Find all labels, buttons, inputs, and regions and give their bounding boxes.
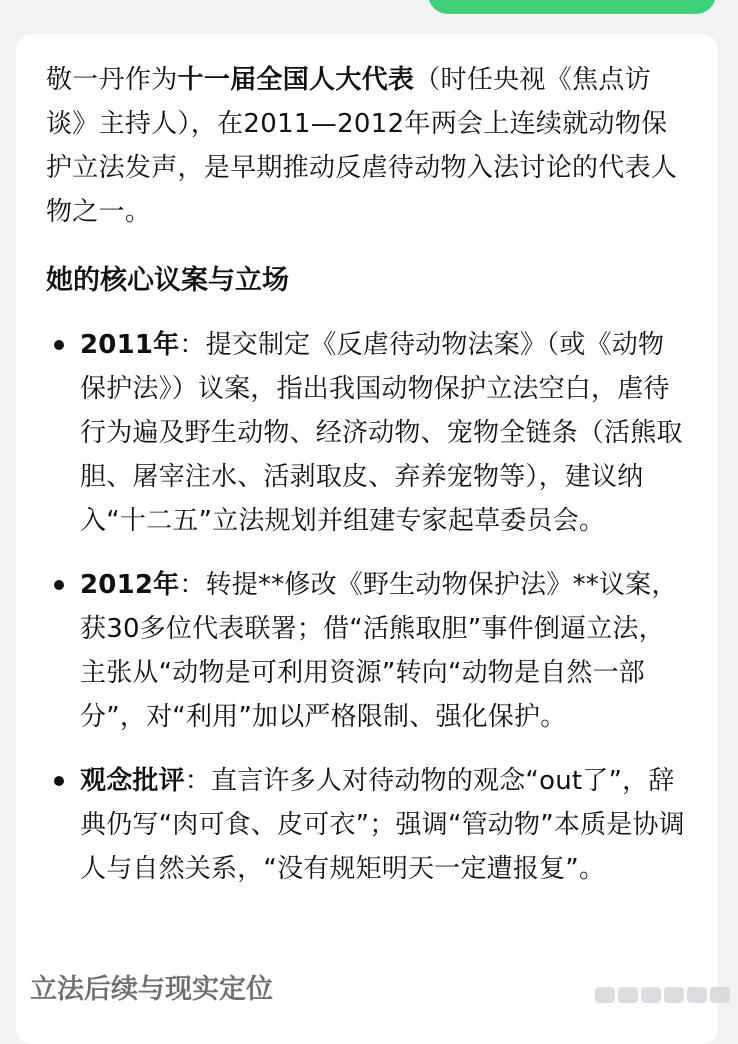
message-card xyxy=(16,34,718,1044)
bullet-label: 观念批评 xyxy=(80,766,185,796)
bullet-body: ：提交制定《反虐待动物法案》（或《动物保护法》）议案，指出我国动物保护立法空白，虐待行为遍及野生动物、经济动物、宠物全链条（活熊取胆、屠宰注水、活剥取皮、弃养宠物等），建议纳入“十二五”立法规划并组建专家起草委员会。 xyxy=(80,330,683,536)
list-item xyxy=(46,323,688,543)
top-chat-bubble xyxy=(428,0,716,14)
list-item xyxy=(46,563,688,739)
watermark-block-icon xyxy=(664,987,684,1003)
bullet-body: ：直言许多人对待动物的观念“out了”，辞典仍写“肉可食、皮可衣”；强调“管动物”本质是协调人与自然关系，“没有规矩明天一定遭报复”。 xyxy=(80,766,685,884)
bullet-label: 2011年 xyxy=(80,330,180,360)
intro-text-bold: 十一届全国人大代表 xyxy=(177,65,415,95)
watermark-icon xyxy=(580,980,730,1010)
intro-paragraph xyxy=(46,58,688,234)
bullet-list xyxy=(46,323,688,891)
intro-text-rest: （时任央视《焦点访谈》主持人），在2011—2012年两会上连续就动物保护立法发声，是早期推动反虐待动物入法讨论的代表人物之一。 xyxy=(46,65,678,227)
bullet-dot-icon xyxy=(54,580,64,590)
next-section-heading-partial: 立法后续与现实定位 xyxy=(30,974,273,1005)
section-title: 她的核心议案与立场 xyxy=(46,265,289,296)
watermark-block-icon xyxy=(595,987,615,1003)
watermark-block-icon xyxy=(710,987,730,1003)
watermark-block-icon xyxy=(641,987,661,1003)
bullet-dot-icon xyxy=(54,340,64,350)
bullet-text xyxy=(80,766,685,884)
watermark-block-icon xyxy=(687,987,707,1003)
bullet-text xyxy=(80,570,678,732)
watermark-block-icon xyxy=(618,987,638,1003)
bullet-label: 2012年 xyxy=(80,570,180,600)
intro-text-start: 敬一丹作为 xyxy=(46,65,178,95)
bullet-dot-icon xyxy=(54,776,64,786)
list-item xyxy=(46,759,688,891)
bullet-body: ：转提**修改《野生动物保护法》**议案，获30多位代表联署；借“活熊取胆”事件倒逼立法，主张从“动物是可利用资源”转向“动物是自然一部分”，对“利用”加以严格限制、强化保护。 xyxy=(80,570,678,732)
bullet-text xyxy=(80,330,683,536)
